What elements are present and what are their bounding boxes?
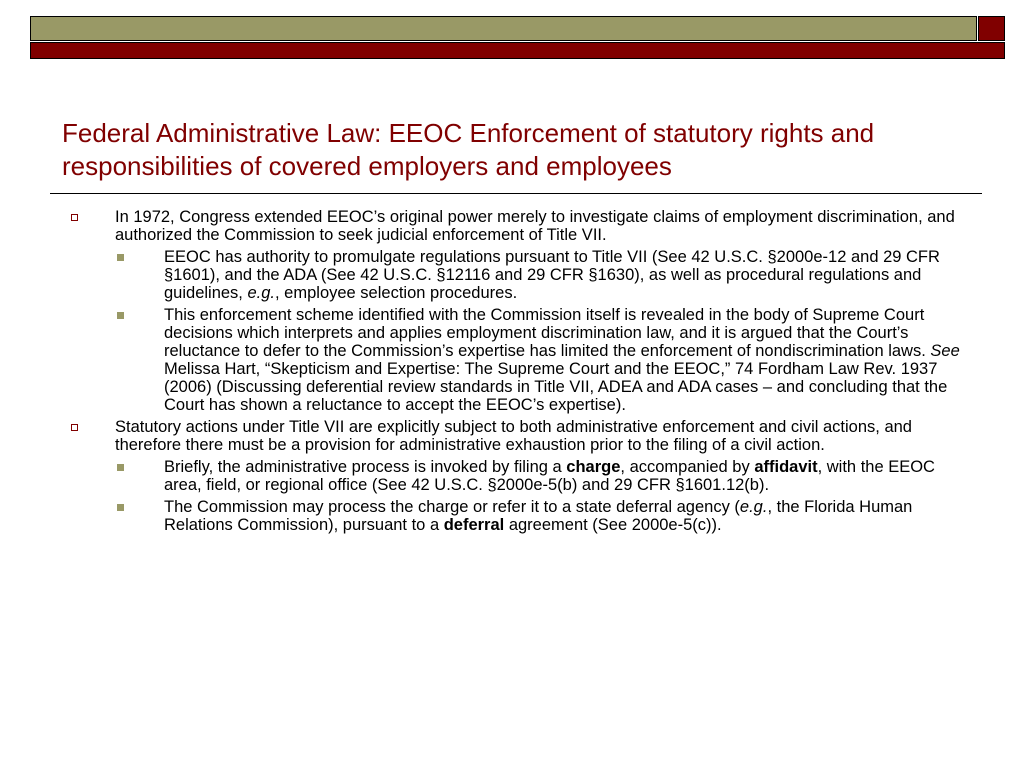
bullet-1 xyxy=(0,208,965,244)
bullet-2-sub-2-text-c: agreement (See 2000e-5(c)). xyxy=(504,516,722,534)
header-maroon-bar xyxy=(30,42,1005,59)
bullet-2-sub-2-bold-deferral: deferral xyxy=(443,516,505,534)
bullet-1-sub-2-text-a: This enforcement scheme identified with the Commission itself is revealed in the body of Supreme Court decisions which interprets and applies employment discrimination law, and it is argued that the Court’s reluctance to defer to the Commission’s expertise has limited the enforcement of nondiscrimination laws. xyxy=(164,306,931,360)
bullet-1-sub-1-italic: e.g. xyxy=(247,284,276,302)
filled-square-bullet-icon xyxy=(117,254,124,261)
slide-title: Federal Administrative Law: EEOC Enforcement of statutory rights and responsibilities of covered employers and employees xyxy=(62,118,875,181)
bullet-2-sub-1-text-b: , accompanied by xyxy=(620,458,755,476)
hollow-square-bullet-icon xyxy=(71,424,78,431)
header-decoration xyxy=(30,16,1005,59)
bullet-1-sub-2-italic: See xyxy=(930,342,960,360)
bullet-2-sub-1-text-a: Briefly, the administrative process is invoked by filing a xyxy=(164,458,567,476)
filled-square-bullet-icon xyxy=(117,504,124,511)
bullet-2 xyxy=(0,418,965,454)
bullet-2-sub-1-bold-charge: charge xyxy=(566,458,621,476)
hollow-square-bullet-icon xyxy=(71,214,78,221)
bullet-2-sub-1-bold-affidavit: affidavit xyxy=(754,458,818,476)
bullet-1-sub-2-text-b: Melissa Hart, “Skepticism and Expertise: The Supreme Court and the EEOC,” 74 Fordham Law Rev. 1937 (2006) (Discussing deferential review standards in Title VII, ADEA and ADA cases – and concluding that the Court has shown a reluctance to accept the EEOC’s expertise). xyxy=(164,360,948,414)
bullet-2-sub-1 xyxy=(0,458,974,494)
bullet-2-sub-2 xyxy=(0,498,974,534)
header-olive-bar xyxy=(30,16,977,41)
bullet-2-text: Statutory actions under Title VII are explicitly subject to both administrative enforcement and civil actions, and therefore there must be a provision for administrative exhaustion prior to the filing of a civil action. xyxy=(115,418,912,454)
bullet-1-sub-1-text-a: EEOC has authority to promulgate regulations pursuant to Title VII (See 42 U.S.C. §2000e-12 and 29 CFR §1601), and the ADA (See 42 U.S.C. §12116 and 29 CFR §1630), as well as procedural regulations and guidelines, xyxy=(164,248,940,302)
filled-square-bullet-icon xyxy=(117,312,124,319)
slide-body xyxy=(0,208,1024,538)
bullet-2-sub-1-text-c: , with the EEOC area, field, or regional office (See 42 U.S.C. §2000e-5(b) and 29 CFR §1601.12(b). xyxy=(164,458,935,494)
bullet-2-sub-2-text-a: The Commission may process the charge or refer it to a state deferral agency ( xyxy=(164,498,740,516)
bullet-1-sub-1-text-b: , employee selection procedures. xyxy=(275,284,518,302)
bullet-1-sub-1 xyxy=(0,248,974,302)
filled-square-bullet-icon xyxy=(117,464,124,471)
bullet-1-sub-2 xyxy=(0,306,974,414)
title-divider xyxy=(50,193,982,194)
header-maroon-square xyxy=(978,16,1005,41)
bullet-2-sub-2-text-b: , the Florida Human Relations Commission), pursuant to a xyxy=(164,498,913,534)
bullet-1-text: In 1972, Congress extended EEOC’s original power merely to investigate claims of employment discrimination, and authorized the Commission to seek judicial enforcement of Title VII. xyxy=(115,208,955,244)
bullet-2-sub-2-italic: e.g. xyxy=(739,498,768,516)
